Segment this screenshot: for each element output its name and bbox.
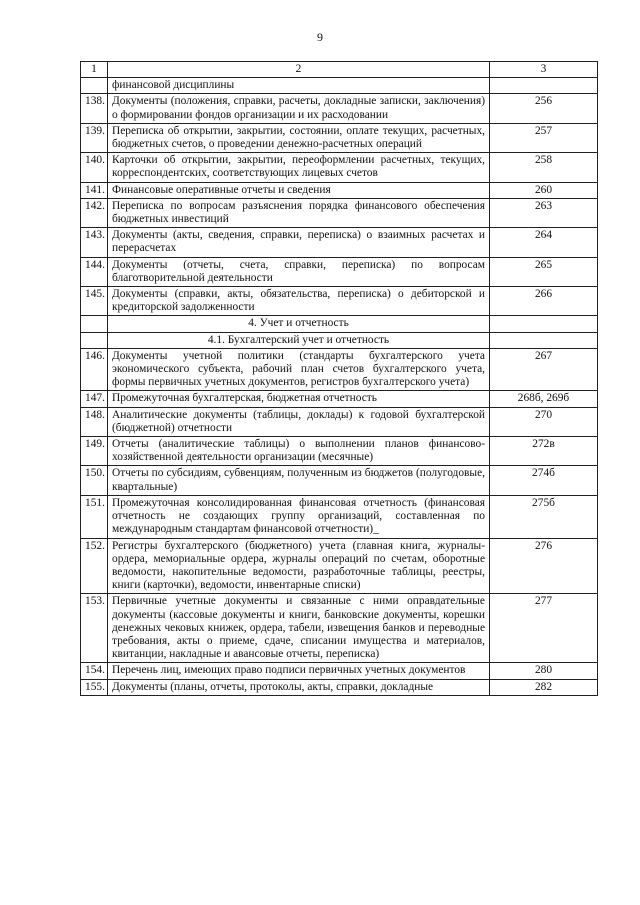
page-number: 9 [317,30,323,44]
item-reference: 274б [490,466,598,495]
item-number: 149. [81,437,108,466]
item-number: 151. [81,495,108,538]
item-number: 154. [81,663,108,679]
table-row [81,466,598,495]
item-description: Документы (справки, акты, обязательства, переписка) о дебиторской и кредиторской задолженности [108,287,490,316]
table-row [81,538,598,594]
item-description: Документы (акты, сведения, справки, переписка) о взаимных расчетах и перерасчетах [108,228,490,257]
table-row [81,348,598,391]
item-number: 141. [81,182,108,198]
item-description: Документы (положения, справки, расчеты, докладные записки, заключения) о формировании фондов организации и их расходовании [108,94,490,123]
item-number: 139. [81,123,108,152]
item-reference: 264 [490,228,598,257]
item-number: 144. [81,257,108,286]
item-reference: 257 [490,123,598,152]
item-description: Переписка по вопросам разъяснения порядка финансового обеспечения бюджетных инвестиций [108,198,490,227]
item-number: 140. [81,153,108,182]
item-description: Документы (планы, отчеты, протоколы, акты, справки, докладные [108,679,490,695]
table-row [81,495,598,538]
item-description: Документы учетной политики (стандарты бухгалтерского учета экономического субъекта, рабочий план счетов бухгалтерского учета, формы первичных учетных документов, регистров бухгалтерского учета) [108,348,490,391]
section-title: 4. Учет и отчетность [108,316,490,332]
item-number: 138. [81,94,108,123]
item-reference: 277 [490,594,598,663]
item-number: 148. [81,407,108,436]
item-reference: 265 [490,257,598,286]
item-number: 153. [81,594,108,663]
header-col-2: 2 [108,62,490,78]
item-number: 146. [81,348,108,391]
table-row [81,228,598,257]
item-description: Регистры бухгалтерского (бюджетного) учета (главная книга, журналы-ордера, мемориальные ордера, журналы операций по счетам, оборотные ведомости, накопительные ведомости, разработочные таблицы, реестры, книги (карточки), ведомости, инвентарные списки) [108,538,490,594]
item-description: Промежуточная бухгалтерская, бюджетная отчетность [108,391,490,407]
item-reference: 270 [490,407,598,436]
header-col-1: 1 [81,62,108,78]
table-row [81,123,598,152]
records-table [80,61,598,696]
item-reference: 258 [490,153,598,182]
item-number: 155. [81,679,108,695]
item-description: Аналитические документы (таблицы, доклады) к годовой бухгалтерской (бюджетной) отчетности [108,407,490,436]
subsection-title: 4.1. Бухгалтерский учет и отчетность [108,332,490,348]
table-header-row [81,62,598,78]
item-number: 143. [81,228,108,257]
item-reference: 267 [490,348,598,391]
table-row [81,257,598,286]
item-number: 150. [81,466,108,495]
continuation-row [81,78,598,94]
item-reference: 263 [490,198,598,227]
table-row [81,182,598,198]
item-reference: 275б [490,495,598,538]
item-description: Финансовые оперативные отчеты и сведения [108,182,490,198]
table-row [81,198,598,227]
item-reference: 280 [490,663,598,679]
item-description: Перечень лиц, имеющих право подписи первичных учетных документов [108,663,490,679]
item-description: Отчеты по субсидиям, субвенциям, полученным из бюджетов (полугодовые, квартальные) [108,466,490,495]
item-reference: 268б, 269б [490,391,598,407]
item-number: 152. [81,538,108,594]
item-reference: 256 [490,94,598,123]
table-row [81,594,598,663]
item-reference: 266 [490,287,598,316]
item-reference: 282 [490,679,598,695]
table-row [81,94,598,123]
section-title-row [81,316,598,332]
item-reference: 272в [490,437,598,466]
item-description: Промежуточная консолидированная финансовая отчетность (финансовая отчетность не создающих группу организаций, составленная по международным стандартам финансовой отчетности)_ [108,495,490,538]
item-reference: 276 [490,538,598,594]
table-row [81,663,598,679]
table-row [81,679,598,695]
header-col-3: 3 [490,62,598,78]
item-description: Первичные учетные документы и связанные с ними оправдательные документы (кассовые документы и книги, банковские документы, корешки денежных чековых книжек, ордера, табели, извещения банков и переводные требования, акты о приеме, сдаче, списании имущества и материалов, квитанции, накладные и авансовые отчеты, переписка) [108,594,490,663]
item-number: 142. [81,198,108,227]
item-description: Переписка об открытии, закрытии, состоянии, оплате текущих, расчетных, бюджетных счетов, о проведении денежно-расчетных операций [108,123,490,152]
item-description: Документы (отчеты, счета, справки, переписка) по вопросам благотворительной деятельности [108,257,490,286]
item-reference: 260 [490,182,598,198]
subsection-title-row [81,332,598,348]
item-number: 147. [81,391,108,407]
table-row [81,287,598,316]
table-row [81,153,598,182]
continuation-text: финансовой дисциплины [108,78,490,94]
item-description: Карточки об открытии, закрытии, переоформлении расчетных, текущих, корреспондентских, соответствующих лицевых счетов [108,153,490,182]
item-number: 145. [81,287,108,316]
table-row [81,437,598,466]
table-row [81,391,598,407]
table-row [81,407,598,436]
item-description: Отчеты (аналитические таблицы) о выполнении планов финансово-хозяйственной деятельности организации (месячные) [108,437,490,466]
